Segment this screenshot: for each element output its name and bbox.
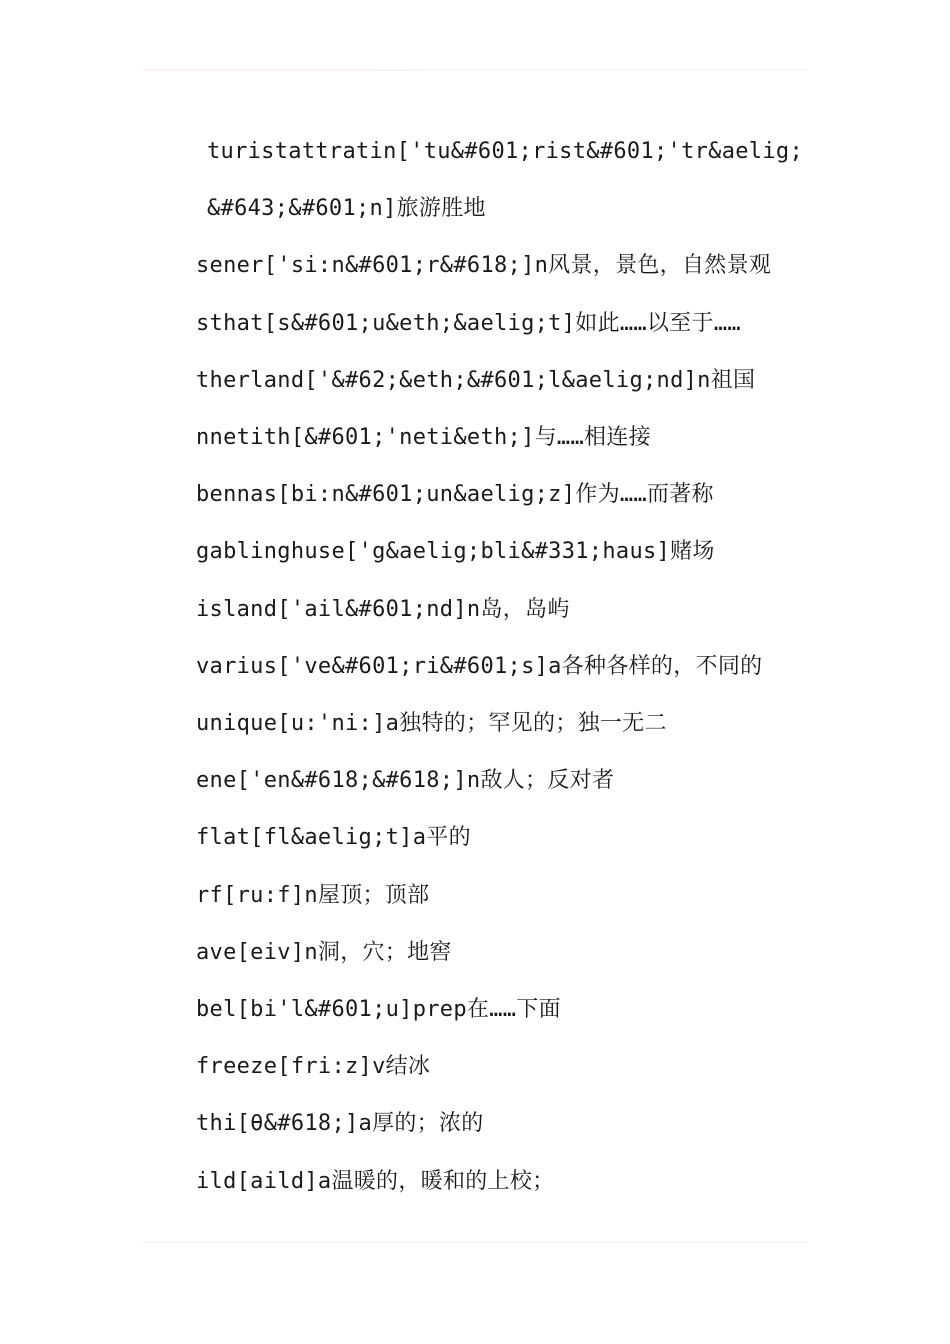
vocabulary-entry: sener['si:n&#601;r&#618;]n风景，景色，自然景观 [196, 253, 772, 279]
vocabulary-entry: ave[eiv]n洞，穴；地窖 [196, 939, 452, 965]
vocabulary-entry: rf[ru:f]n屋顶；顶部 [196, 882, 430, 908]
vocabulary-entry: bennas[bi:n&#601;un&aelig;z]作为……而著称 [196, 482, 714, 508]
vocabulary-entry: ild[aild]a温暖的，暖和的上校； [196, 1168, 555, 1194]
vocabulary-entry: varius['ve&#601;ri&#601;s]a各种各样的，不同的 [196, 653, 763, 679]
header-rule [143, 69, 807, 71]
vocabulary-entry: thi[θ&#618;]a厚的；浓的 [196, 1111, 484, 1137]
vocabulary-entry: sthat[s&#601;u&eth;&aelig;t]如此……以至于…… [196, 310, 741, 336]
vocabulary-entry: nnetith[&#601;'neti&eth;]与……相连接 [196, 425, 651, 451]
vocabulary-entry: freeze[fri:z]v结冰 [196, 1054, 431, 1080]
vocabulary-entry: island['ail&#601;nd]n岛，岛屿 [196, 596, 570, 622]
vocabulary-entry: turistattratin['tu&#601;rist&#601;'tr&aelig;&#643;&#601;n]旅游胜地 [207, 139, 803, 222]
vocabulary-list [145, 123, 810, 1210]
vocabulary-entry: ene['en&#618;&#618;]n敌人；反对者 [196, 768, 615, 794]
vocabulary-entry: flat[fl&aelig;t]a平的 [196, 825, 471, 851]
footer-rule [143, 1241, 807, 1243]
vocabulary-entry: gablinghuse['g&aelig;bli&#331;haus]赌场 [196, 539, 715, 565]
vocabulary-entry: bel[bi'l&#601;u]prep在……下面 [196, 997, 561, 1023]
vocabulary-entry: unique[u:'ni:]a独特的；罕见的；独一无二 [196, 711, 667, 737]
vocabulary-entry: therland['&#62;&eth;&#601;l&aelig;nd]n祖国 [196, 367, 756, 393]
